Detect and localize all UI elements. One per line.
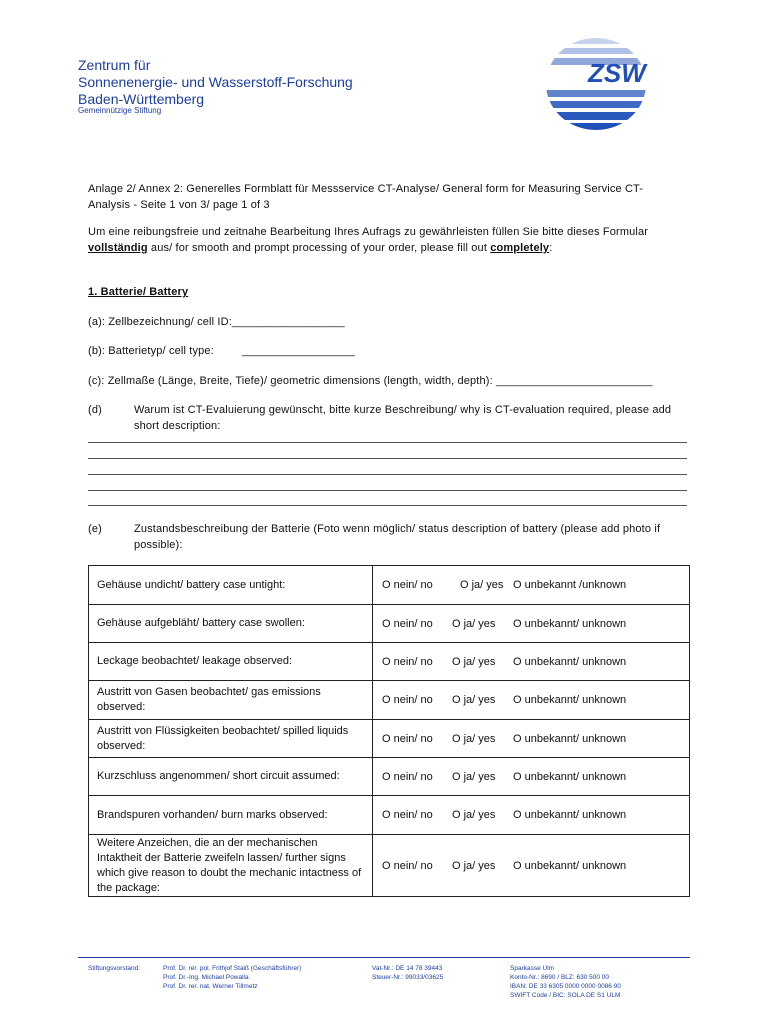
- option-yes[interactable]: O ja/ yes: [452, 770, 496, 783]
- option-unknown[interactable]: O unbekannt/ unknown: [513, 617, 627, 630]
- option-no[interactable]: O nein/ no: [382, 809, 433, 821]
- row-options: [373, 796, 690, 835]
- intro-bold-completely: completely: [490, 242, 550, 254]
- row-label: Austritt von Flüssigkeiten beobachtet/ spilled liquids observed:: [89, 720, 373, 758]
- row-options: [373, 605, 690, 643]
- item-d-question: [134, 402, 694, 434]
- org-subtitle: Gemeinnützige Stiftung: [78, 106, 162, 115]
- field-cell-type-label: (b): Batterietyp/ cell type:: [88, 345, 214, 357]
- zsw-logo: [540, 32, 680, 132]
- option-unknown[interactable]: O unbekannt/ unknown: [513, 732, 627, 745]
- row-options: [373, 566, 690, 605]
- answer-line[interactable]: [88, 490, 687, 491]
- title-line-2: Analysis - Seite 1 von 3/ page 1 of 3: [88, 199, 270, 211]
- footer-board: [163, 964, 301, 991]
- board-member-1: Prof. Dr. rer. pol. Frithjof Staiß (Geschäftsführer): [163, 965, 302, 972]
- option-no[interactable]: O nein/ no: [382, 617, 433, 630]
- option-no[interactable]: O nein/ no: [382, 694, 433, 706]
- option-yes[interactable]: O ja/ yes: [460, 579, 504, 591]
- tax-number: Steuer-Nr.: 99033/03625: [372, 974, 444, 981]
- table-row: [89, 720, 690, 758]
- row-label: Kurzschluss angenommen/ short circuit assumed:: [89, 758, 373, 796]
- table-row: [89, 796, 690, 835]
- option-yes[interactable]: O ja/ yes: [452, 859, 496, 872]
- intro-text: [88, 224, 698, 256]
- footer-bank: [510, 964, 621, 1000]
- answer-line[interactable]: [88, 505, 687, 506]
- option-yes[interactable]: O ja/ yes: [452, 732, 496, 745]
- row-options: [373, 835, 690, 897]
- item-e-marker: (e): [88, 523, 102, 535]
- option-no[interactable]: O nein/ no: [382, 859, 433, 872]
- logo-text: ZSW: [588, 58, 646, 88]
- footer-divider: [78, 957, 690, 958]
- bank-swift: SWIFT Code / BIC: SOLA DE S1 ULM: [510, 992, 621, 999]
- title-line-1: Anlage 2/ Annex 2: Generelles Formblatt für Messservice CT-Analyse/ General form for Measuring Service CT-: [88, 183, 644, 195]
- option-unknown[interactable]: O unbekannt/ unknown: [513, 694, 627, 706]
- table-row: [89, 605, 690, 643]
- row-label: Gehäuse undicht/ battery case untight:: [89, 566, 373, 605]
- bank-iban: IBAN: DE 33 6305 0000 0000 0086 90: [510, 983, 621, 990]
- org-line-3: Baden-Württemberg: [78, 91, 205, 107]
- table-row: [89, 835, 690, 897]
- option-unknown[interactable]: O unbekannt/ unknown: [513, 770, 627, 783]
- bank-name: Sparkasse Ulm: [510, 965, 555, 972]
- item-d-marker: (d): [88, 404, 102, 416]
- row-options: [373, 758, 690, 796]
- table-row: [89, 758, 690, 796]
- option-yes[interactable]: O ja/ yes: [452, 655, 496, 668]
- answer-line[interactable]: [88, 474, 687, 475]
- table-row: [89, 566, 690, 605]
- option-no[interactable]: O nein/ no: [382, 655, 433, 668]
- d-line-2: short description:: [134, 420, 221, 432]
- row-label: Austritt von Gasen beobachtet/ gas emissions observed:: [89, 681, 373, 720]
- row-options: [373, 720, 690, 758]
- intro-line-2: [88, 240, 698, 256]
- table-row: [89, 681, 690, 720]
- section-heading: 1. Batterie/ Battery: [88, 286, 189, 298]
- option-unknown[interactable]: O unbekannt/ unknown: [513, 809, 627, 821]
- option-no[interactable]: O nein/ no: [382, 770, 433, 783]
- bank-account: Konto-Nr.: 8690 / BLZ: 630 500 00: [510, 974, 610, 981]
- option-no[interactable]: O nein/ no: [382, 579, 433, 591]
- d-line-1: Warum ist CT-Evaluierung gewünscht, bitte kurze Beschreibung/ why is CT-evaluation required, please add: [134, 404, 672, 416]
- option-yes[interactable]: O ja/ yes: [452, 694, 496, 706]
- answer-line[interactable]: [88, 442, 687, 443]
- e-line-2: possible):: [134, 539, 183, 551]
- option-unknown[interactable]: O unbekannt/ unknown: [513, 655, 627, 668]
- row-options: [373, 681, 690, 720]
- intro-mid: aus/ for smooth and prompt processing of your order, please fill out: [147, 242, 491, 254]
- row-label: Weitere Anzeichen, die an der mechanischen Intaktheit der Batterie zweifeln lassen/ further signs which give reason to doubt the mechanic intactness of the package:: [89, 835, 373, 897]
- battery-status-table: [88, 565, 690, 897]
- footer-tax: [372, 964, 443, 982]
- document-title: [88, 181, 698, 213]
- footer-board-label: Stiftungsvorstand:: [88, 965, 141, 972]
- intro-end: :: [549, 242, 553, 254]
- org-line-1: Zentrum für: [78, 57, 151, 73]
- intro-bold-vollstaendig: vollständig: [88, 242, 148, 254]
- row-options: [373, 643, 690, 681]
- option-yes[interactable]: O ja/ yes: [452, 617, 496, 630]
- item-e-question: [134, 521, 694, 553]
- row-label: Brandspuren vorhanden/ burn marks observed:: [89, 796, 373, 835]
- field-cell-type[interactable]: __________________: [242, 345, 355, 357]
- answer-line[interactable]: [88, 458, 687, 459]
- e-line-1: Zustandsbeschreibung der Batterie (Foto wenn möglich/ status description of battery (please add photo if: [134, 523, 661, 535]
- option-unknown[interactable]: O unbekannt /unknown: [513, 579, 627, 591]
- field-cell-id[interactable]: (a): Zellbezeichnung/ cell ID:__________________: [88, 316, 345, 328]
- option-no[interactable]: O nein/ no: [382, 732, 433, 745]
- board-member-2: Prof. Dr.-Ing. Michael Powalla: [163, 974, 249, 981]
- row-label: Leckage beobachtet/ leakage observed:: [89, 643, 373, 681]
- vat-number: Vat-Nr.: DE 14 78 39443: [372, 965, 443, 972]
- org-line-2: Sonnenenergie- und Wasserstoff-Forschung: [78, 74, 353, 90]
- organization-name: [78, 57, 353, 108]
- option-unknown[interactable]: O unbekannt/ unknown: [513, 859, 627, 872]
- intro-line-1: Um eine reibungsfreie und zeitnahe Bearbeitung Ihres Aufrags zu gewährleisten füllen Sie bitte dieses Formular: [88, 226, 649, 238]
- board-member-3: Prof. Dr. rer. nat. Werner Tillmetz: [163, 983, 258, 990]
- row-label: Gehäuse aufgebläht/ battery case swollen:: [89, 605, 373, 643]
- table-row: [89, 643, 690, 681]
- field-dimensions[interactable]: (c): Zellmaße (Länge, Breite, Tiefe)/ geometric dimensions (length, width, depth): _________________________: [88, 375, 653, 387]
- option-yes[interactable]: O ja/ yes: [452, 809, 496, 821]
